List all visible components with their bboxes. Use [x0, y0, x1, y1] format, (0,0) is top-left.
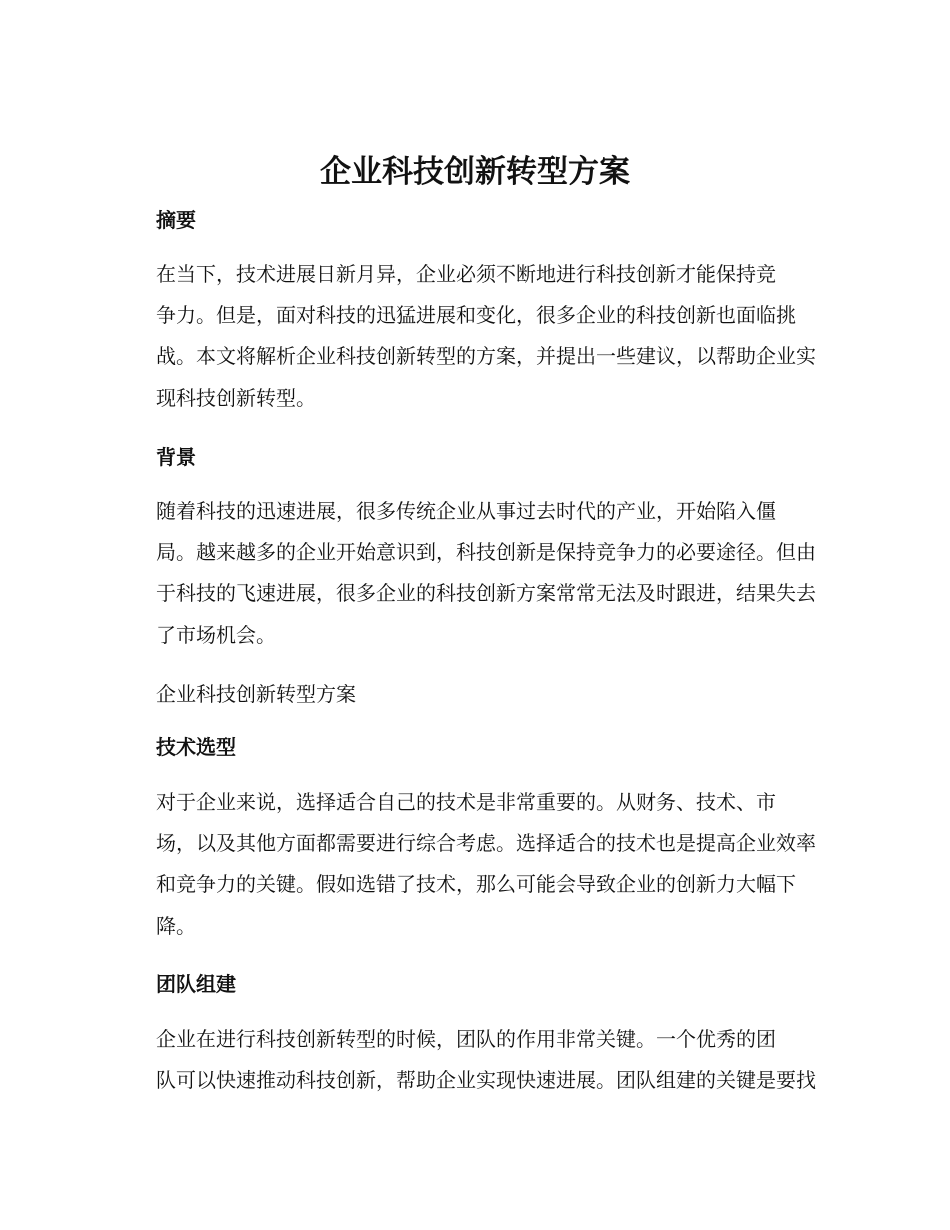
paragraph-line: 场，以及其他方面都需要进行综合考虑。选择适合的技术也是提高企业效率 [156, 831, 816, 856]
paragraph-line: 战。本文将解析企业科技创新转型的方案，并提出一些建议，以帮助企业实 [156, 344, 816, 369]
section-heading-technology-selection: 技术选型 [156, 735, 236, 759]
paragraph-line: 局。越来越多的企业开始意识到，科技创新是保持竞争力的必要途径。但由 [156, 540, 816, 565]
technology-selection-paragraph [114, 782, 836, 947]
section-heading-team-building: 团队组建 [156, 972, 236, 996]
background-paragraph [114, 491, 836, 656]
paragraph-line: 在当下，技术进展日新月异，企业必须不断地进行科技创新才能保持竞 [156, 262, 776, 286]
paragraph-line: 降。 [156, 913, 196, 938]
paragraph-line: 队可以快速推动科技创新，帮助企业实现快速进展。团队组建的关键是要找 [156, 1068, 816, 1093]
abstract-paragraph [114, 254, 836, 419]
paragraph-line: 随着科技的迅速进展，很多传统企业从事过去时代的产业，开始陷入僵 [156, 499, 776, 523]
team-building-paragraph [114, 1019, 836, 1101]
paragraph-line: 对于企业来说，选择适合自己的技术是非常重要的。从财务、技术、市 [156, 790, 776, 814]
paragraph-line: 现科技创新转型。 [156, 385, 316, 410]
section-heading-background: 背景 [156, 445, 196, 469]
paragraph-line: 了市场机会。 [156, 622, 276, 647]
section-heading-abstract: 摘要 [156, 208, 196, 232]
paragraph-line: 企业在进行科技创新转型的时候，团队的作用非常关键。一个优秀的团 [156, 1027, 776, 1051]
paragraph-line: 争力。但是，面对科技的迅猛进展和变化，很多企业的科技创新也面临挑 [156, 303, 796, 328]
paragraph-line: 于科技的飞速进展，很多企业的科技创新方案常常无法及时跟进，结果失去 [156, 581, 816, 606]
document-title: 企业科技创新转型方案 [320, 154, 630, 190]
paragraph-line: 和竞争力的关键。假如选错了技术，那么可能会导致企业的创新力大幅下 [156, 872, 796, 897]
section-heading-transformation-plan: 企业科技创新转型方案 [156, 682, 356, 706]
